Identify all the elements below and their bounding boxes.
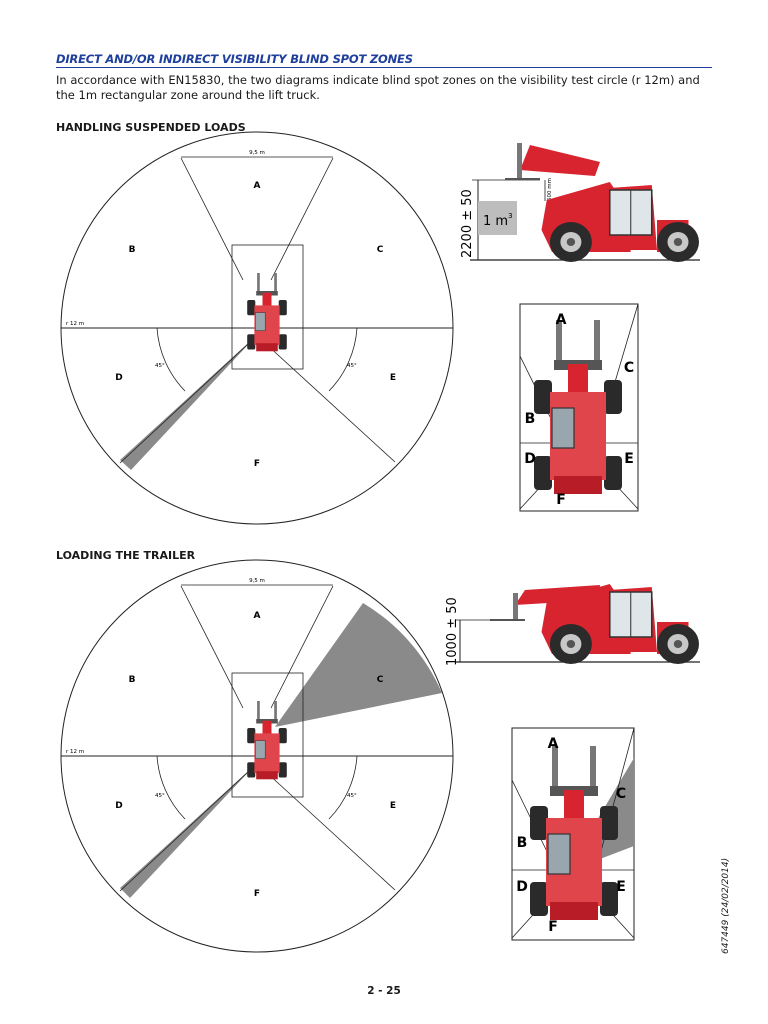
rect-zone-a-label: A <box>555 312 567 328</box>
rect-zone-f-label: F <box>556 492 566 508</box>
rect-zone-diagram-1 <box>520 304 638 511</box>
rect-zone-diagram-2 <box>512 728 634 940</box>
zone-d-label: D <box>115 373 123 383</box>
rect-zone-e-label: E <box>624 451 634 467</box>
angle-right-label-2: 45° <box>347 793 357 799</box>
zone-e-label: E <box>389 373 397 383</box>
zone-d-label-2: D <box>115 801 123 811</box>
height-label: 2200 ± 50 <box>460 189 475 258</box>
angle-right-label: 45° <box>347 363 357 369</box>
rect-zone-c-label-2: C <box>615 786 627 802</box>
rect-zone-a-label-2: A <box>547 736 559 752</box>
page-number: 2 - 25 <box>367 985 401 997</box>
page-title: DIRECT AND/OR INDIRECT VISIBILITY BLIND SPOT ZONES <box>56 52 413 66</box>
rect-zone-e-label-2: E <box>616 879 626 895</box>
side-view-diagram-1 <box>460 143 700 262</box>
document-reference: 647449 (24/02/2014) <box>721 857 731 954</box>
visibility-circle-diagram-1 <box>61 132 453 524</box>
angle-left-label: 45° <box>155 363 165 369</box>
width-label: 9,5 m <box>249 150 265 156</box>
rect-zone-b-label-2: B <box>516 835 528 851</box>
zone-c-label: C <box>376 245 384 255</box>
zone-f-label-2: F <box>253 889 261 899</box>
radius-label-2: r 12 m <box>66 749 85 755</box>
angle-left-label-2: 45° <box>155 793 165 799</box>
zone-c-label-2: C <box>376 675 384 685</box>
section-heading-loading-trailer: LOADING THE TRAILER <box>56 549 196 562</box>
width-label-2: 9,5 m <box>249 578 265 584</box>
rect-zone-c-label: C <box>623 360 635 376</box>
intro-text: In accordance with EN15830, the two diagrams indicate blind spot zones on the visibility test circle (r 12m) and the 1m rectangular zone around the lift truck. <box>56 73 700 102</box>
rect-zone-d-label: D <box>524 451 536 467</box>
radius-label: r 12 m <box>66 321 85 327</box>
height-label-2: 1000 ± 50 <box>445 597 460 666</box>
side-view-diagram-2 <box>445 584 700 666</box>
zone-a-label-2: A <box>253 611 261 621</box>
zone-f-label: F <box>253 459 261 469</box>
zone-a-label: A <box>253 181 261 191</box>
gap-label: 600 mm <box>547 178 553 201</box>
rect-zone-f-label-2: F <box>548 919 558 935</box>
section-heading-suspended-loads: HANDLING SUSPENDED LOADS <box>56 121 246 134</box>
zone-e-label-2: E <box>389 801 397 811</box>
visibility-circle-diagram-2 <box>61 560 453 952</box>
zone-b-label: B <box>128 245 136 255</box>
rect-zone-d-label-2: D <box>516 879 528 895</box>
rect-zone-b-label: B <box>524 411 536 427</box>
load-label: 1 $m^3$ <box>483 212 513 229</box>
zone-b-label-2: B <box>128 675 136 685</box>
